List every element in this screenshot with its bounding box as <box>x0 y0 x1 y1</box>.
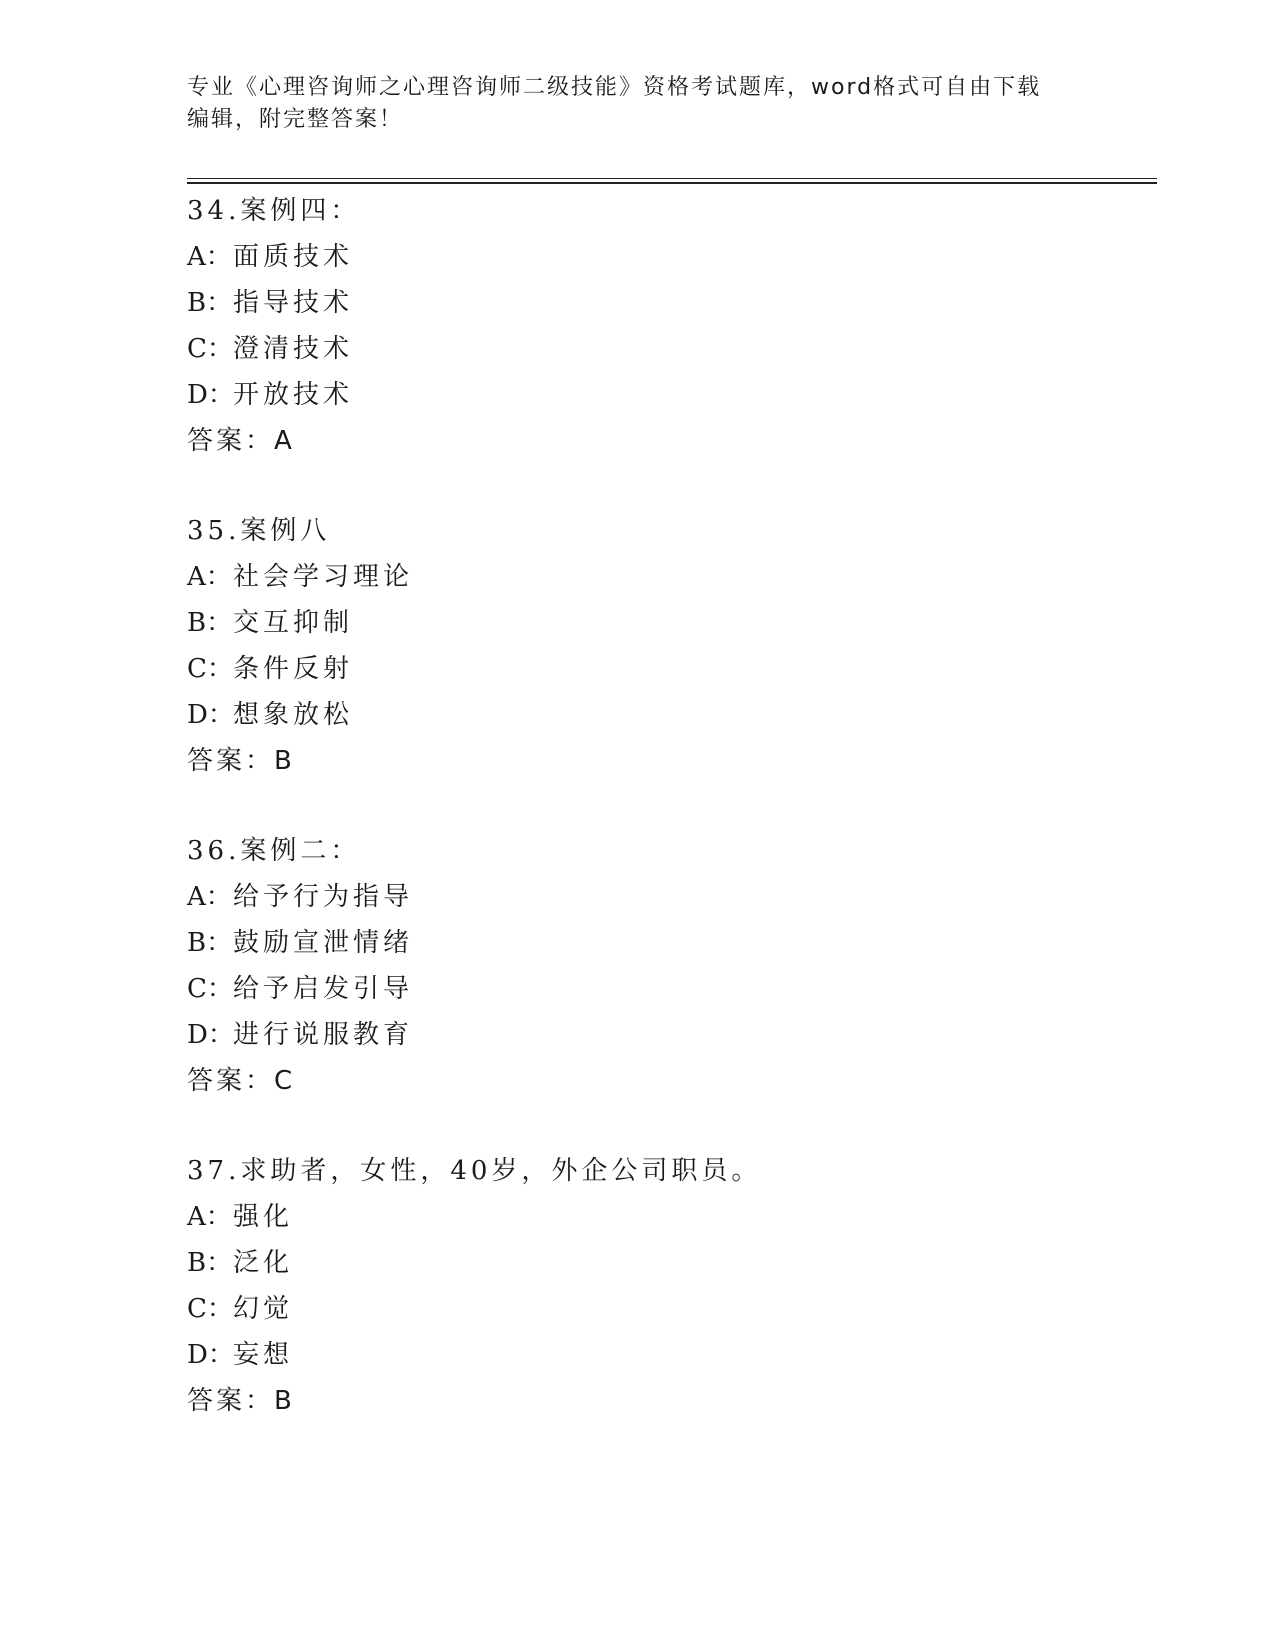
option-text: 面质技术 <box>233 242 354 272</box>
option-key: C： <box>187 974 233 1004</box>
question-stem: 37.求助者，女性，40岁，外企公司职员。 <box>187 1156 762 1186</box>
option-text: 指导技术 <box>233 288 354 318</box>
option-a <box>187 874 1157 920</box>
question-36 <box>187 828 1157 1104</box>
header-line-1: 专业《心理咨询师之心理咨询师二级技能》资格考试题库，word格式可自由下载 <box>187 75 1042 100</box>
option-key: B： <box>187 928 233 958</box>
option-text: 交互抑制 <box>233 608 354 638</box>
option-key: A： <box>187 242 232 272</box>
option-c <box>187 646 1157 692</box>
option-key: A： <box>187 1202 232 1232</box>
option-key: B： <box>187 288 233 318</box>
option-text: 想象放松 <box>233 700 354 730</box>
question-35 <box>187 508 1157 784</box>
option-b <box>187 1240 1157 1286</box>
option-key: B： <box>187 608 233 638</box>
option-key: A： <box>187 562 232 592</box>
option-key: D： <box>187 700 234 730</box>
option-text: 给予启发引导 <box>233 974 414 1004</box>
option-d <box>187 372 1157 418</box>
option-a <box>187 234 1157 280</box>
option-c <box>187 326 1157 372</box>
option-a <box>187 1194 1157 1240</box>
option-key: C： <box>187 334 233 364</box>
option-b <box>187 600 1157 646</box>
option-text: 社会学习理论 <box>233 562 414 592</box>
option-a <box>187 554 1157 600</box>
option-key: D： <box>187 380 234 410</box>
question-list <box>187 188 1157 1468</box>
answer-line: 答案：A <box>187 426 295 456</box>
option-key: D： <box>187 1340 234 1370</box>
header-divider <box>187 178 1157 179</box>
header-line-2: 编辑，附完整答案！ <box>187 107 404 132</box>
document-header <box>187 72 1087 136</box>
option-text: 开放技术 <box>233 380 354 410</box>
option-text: 澄清技术 <box>233 334 354 364</box>
answer-line: 答案：B <box>187 746 295 776</box>
option-text: 条件反射 <box>233 654 354 684</box>
option-key: D： <box>187 1020 234 1050</box>
option-key: B： <box>187 1248 233 1278</box>
option-text: 给予行为指导 <box>233 882 414 912</box>
option-key: C： <box>187 1294 233 1324</box>
option-text: 鼓励宣泄情绪 <box>233 928 414 958</box>
option-b <box>187 920 1157 966</box>
option-text: 泛化 <box>233 1248 294 1278</box>
option-c <box>187 1286 1157 1332</box>
option-c <box>187 966 1157 1012</box>
question-stem: 36.案例二： <box>187 836 361 866</box>
option-d <box>187 1012 1157 1058</box>
option-d <box>187 692 1157 738</box>
option-text: 进行说服教育 <box>233 1020 414 1050</box>
question-37 <box>187 1148 1157 1424</box>
option-text: 妄想 <box>233 1340 294 1370</box>
option-text: 幻觉 <box>233 1294 294 1324</box>
document-page <box>187 0 1157 1650</box>
question-stem: 34.案例四： <box>187 196 361 226</box>
option-b <box>187 280 1157 326</box>
option-text: 强化 <box>233 1202 294 1232</box>
question-stem: 35.案例八 <box>187 516 331 546</box>
option-d <box>187 1332 1157 1378</box>
header-divider-double <box>187 182 1157 184</box>
answer-line: 答案：B <box>187 1386 295 1416</box>
question-34 <box>187 188 1157 464</box>
option-key: C： <box>187 654 233 684</box>
option-key: A： <box>187 882 232 912</box>
answer-line: 答案：C <box>187 1066 296 1096</box>
